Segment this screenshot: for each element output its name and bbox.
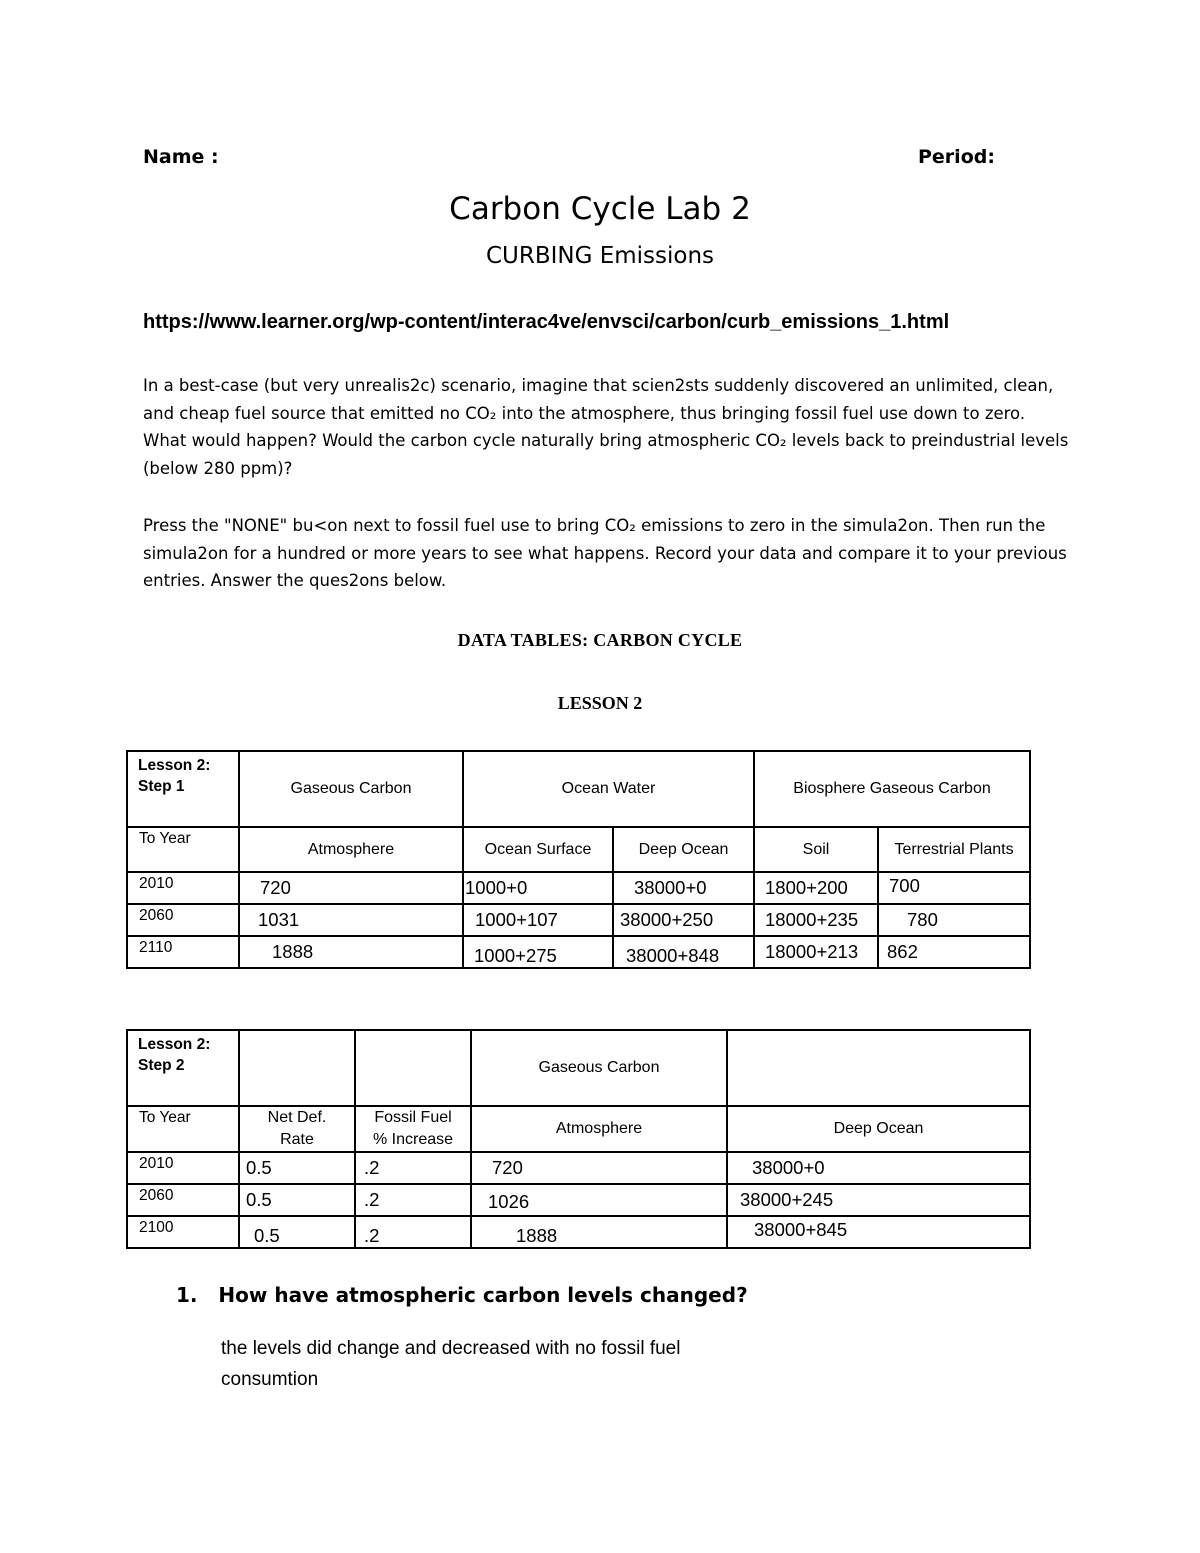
column-header-deep-ocean: Deep Ocean <box>727 1106 1030 1152</box>
cell-fossil-fuel-increase: .2 <box>355 1216 471 1248</box>
row-year: 2010 <box>127 1152 239 1184</box>
cell-deep-ocean: 38000+250 <box>613 904 754 936</box>
column-header-deep-ocean: Deep Ocean <box>613 827 754 872</box>
lesson-heading: LESSON 2 <box>557 693 643 713</box>
cell-ocean-surface: 1000+0 <box>463 872 613 904</box>
instructions-paragraph: Press the "NONE" bu<on next to fossil fuel use to bring CO₂ emissions to zero in the simula2on. Then run the simula2on for a hundred or more years to see what happens. Record your data and compare it to your previous entries. Answer the ques2ons below. <box>143 516 1067 590</box>
cell-terrestrial-plants: 780 <box>878 904 1030 936</box>
cell-atmosphere: 1026 <box>471 1184 727 1216</box>
intro-paragraph: In a best-case (but very unrealis2c) scenario, imagine that scien2sts suddenly discovered an unlimited, clean, and cheap fuel source that emitted no CO₂ into the atmosphere, thus bringing fossil fuel use down to zero. What would happen? Would the carbon cycle naturally bring atmospheric CO₂ levels back to preindustrial levels (below 280 ppm)? <box>143 376 1069 478</box>
empty-header-cell <box>355 1030 471 1106</box>
cell-atmosphere: 720 <box>239 872 463 904</box>
table-row <box>127 872 1030 904</box>
cell-net-def-rate: 0.5 <box>239 1152 355 1184</box>
group-header-gaseous-carbon: Gaseous Carbon <box>239 751 463 827</box>
table-corner-cell <box>127 1030 239 1106</box>
data-tables-heading: DATA TABLES: CARBON CYCLE <box>457 630 743 650</box>
row-year: 2010 <box>127 872 239 904</box>
simulation-url[interactable]: https://www.learner.org/wp-content/interac4ve/envsci/carbon/curb_emissions_1.html <box>143 311 950 333</box>
cell-terrestrial-plants: 700 <box>878 872 1030 904</box>
cell-net-def-rate: 0.5 <box>239 1216 355 1248</box>
question-text: How have atmospheric carbon levels changed? <box>218 1283 748 1307</box>
column-header-atmosphere: Atmosphere <box>471 1106 727 1152</box>
question-1 <box>176 1283 748 1307</box>
row-year: 2110 <box>127 936 239 968</box>
cell-soil: 18000+235 <box>754 904 878 936</box>
empty-header-cell <box>727 1030 1030 1106</box>
question-number: 1. <box>176 1283 198 1307</box>
year-header: To Year <box>127 827 239 872</box>
cell-deep-ocean: 38000+848 <box>613 936 754 968</box>
page-title: Carbon Cycle Lab 2 <box>449 191 751 227</box>
row-year: 2060 <box>127 1184 239 1216</box>
column-header-soil: Soil <box>754 827 878 872</box>
row-year: 2060 <box>127 904 239 936</box>
cell-ocean-surface: 1000+275 <box>463 936 613 968</box>
cell-deep-ocean: 38000+0 <box>613 872 754 904</box>
corner-line-1: Lesson 2: <box>138 1036 211 1053</box>
table-row <box>127 936 1030 968</box>
table-row <box>127 904 1030 936</box>
group-header-biosphere: Biosphere Gaseous Carbon <box>754 751 1030 827</box>
corner-line-2: Step 2 <box>138 1057 185 1074</box>
empty-header-cell <box>239 1030 355 1106</box>
name-label: Name : <box>143 146 219 168</box>
group-header-gaseous-carbon: Gaseous Carbon <box>471 1030 727 1106</box>
group-header-ocean-water: Ocean Water <box>463 751 754 827</box>
column-header-net-def-rate: Net Def. Rate <box>239 1106 355 1152</box>
answer-1[interactable]: the levels did change and decreased with no fossil fuel consumtion <box>221 1338 681 1390</box>
cell-net-def-rate: 0.5 <box>239 1184 355 1216</box>
corner-line-1: Lesson 2: <box>138 757 211 774</box>
table-row <box>127 1216 1030 1248</box>
period-label: Period: <box>918 146 995 168</box>
cell-deep-ocean: 38000+0 <box>727 1152 1030 1184</box>
cell-atmosphere: 1888 <box>239 936 463 968</box>
cell-atmosphere: 1888 <box>471 1216 727 1248</box>
table-corner-cell <box>127 751 239 827</box>
cell-ocean-surface: 1000+107 <box>463 904 613 936</box>
column-header-terrestrial-plants: Terrestrial Plants <box>878 827 1030 872</box>
row-year: 2100 <box>127 1216 239 1248</box>
corner-line-2: Step 1 <box>138 778 185 795</box>
step1-data-table <box>126 750 1031 969</box>
step2-data-table <box>126 1029 1031 1249</box>
column-header-fossil-fuel-increase: Fossil Fuel % Increase <box>355 1106 471 1152</box>
table-row <box>127 1184 1030 1216</box>
year-header: To Year <box>127 1106 239 1152</box>
cell-deep-ocean: 38000+245 <box>727 1184 1030 1216</box>
cell-soil: 18000+213 <box>754 936 878 968</box>
cell-terrestrial-plants: 862 <box>878 936 1030 968</box>
column-header-atmosphere: Atmosphere <box>239 827 463 872</box>
cell-fossil-fuel-increase: .2 <box>355 1184 471 1216</box>
cell-atmosphere: 720 <box>471 1152 727 1184</box>
page-subtitle: CURBING Emissions <box>485 243 715 269</box>
table-row <box>127 1152 1030 1184</box>
column-header-ocean-surface: Ocean Surface <box>463 827 613 872</box>
cell-atmosphere: 1031 <box>239 904 463 936</box>
cell-deep-ocean: 38000+845 <box>727 1216 1030 1248</box>
cell-soil: 1800+200 <box>754 872 878 904</box>
cell-fossil-fuel-increase: .2 <box>355 1152 471 1184</box>
